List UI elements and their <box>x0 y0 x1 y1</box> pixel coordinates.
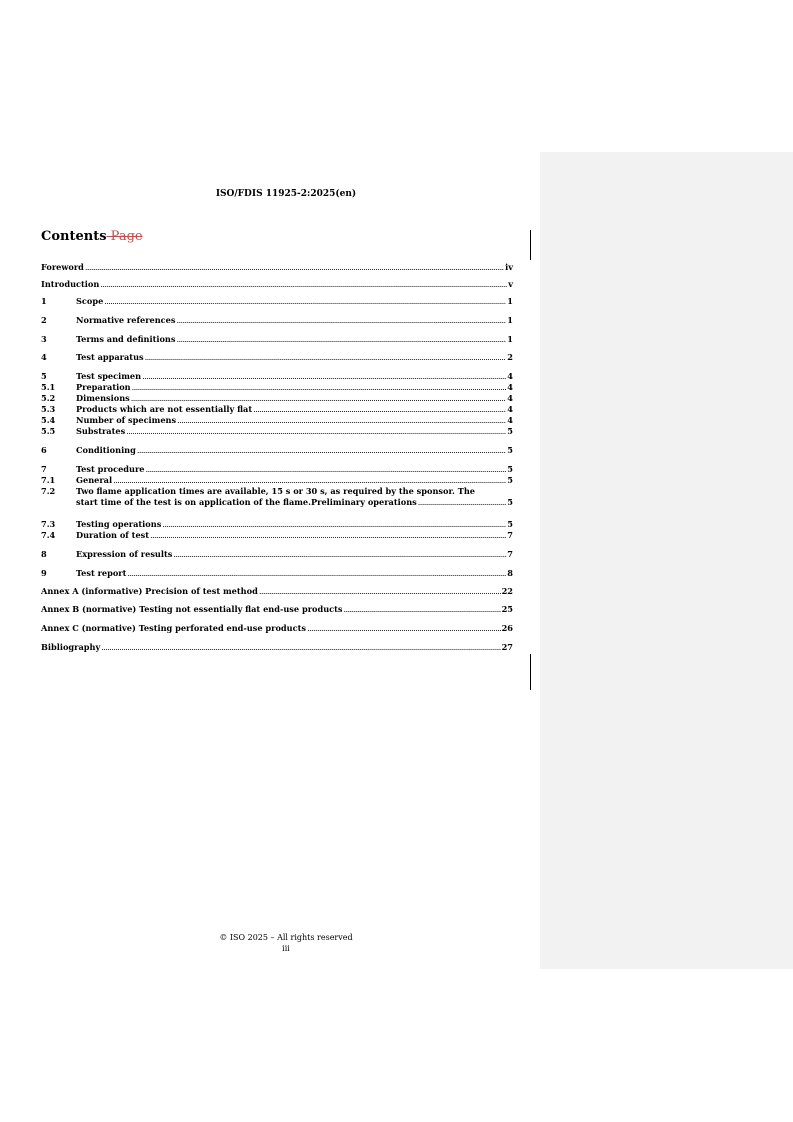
toc-page: 4 <box>507 415 513 425</box>
toc-page: 26 <box>501 623 513 633</box>
toc-page: 2 <box>507 352 513 362</box>
toc-page: 4 <box>507 393 513 403</box>
toc-page: 1 <box>507 315 513 325</box>
toc-page: 5 <box>507 426 513 436</box>
toc-entry-5-2[interactable] <box>41 393 513 404</box>
toc-entry-5-4[interactable] <box>41 415 513 426</box>
contents-label: Contents <box>41 229 107 244</box>
toc-entry-7-2[interactable] <box>41 486 513 508</box>
toc-title: General <box>76 475 113 485</box>
toc-title: Number of specimens <box>76 415 177 425</box>
toc-title: Products which are not essentially flat <box>76 404 253 414</box>
toc-page: 7 <box>507 549 513 559</box>
toc-page: 8 <box>507 568 513 578</box>
toc-entry-7-4[interactable] <box>41 530 513 541</box>
toc-number: 7.1 <box>41 475 56 485</box>
toc-number: 5.2 <box>41 393 56 403</box>
toc-entry-5-1[interactable] <box>41 382 513 393</box>
toc-page: 27 <box>501 642 513 652</box>
toc-number: 6 <box>41 445 47 455</box>
document-header: ISO/FDIS 11925-2:2025(en) <box>215 189 357 199</box>
toc-title: Test specimen <box>76 371 142 381</box>
toc-entry-foreword[interactable] <box>41 262 513 273</box>
toc-title: Normative references <box>76 315 176 325</box>
toc-title: Test apparatus <box>76 352 144 362</box>
toc-entry-annex-c[interactable] <box>41 623 513 634</box>
toc-page: 7 <box>507 530 513 540</box>
toc-page: iv <box>505 262 513 272</box>
toc-title: Dimensions <box>76 393 130 403</box>
change-bar-top <box>530 230 531 260</box>
toc-title: Annex B (normative) Testing not essentially flat end-use products <box>41 604 343 614</box>
toc-entry-5[interactable] <box>41 371 513 382</box>
toc-page: 5 <box>507 445 513 455</box>
toc-entry-bibliography[interactable] <box>41 642 513 653</box>
toc-number: 7.3 <box>41 519 56 529</box>
toc-entry-7-1[interactable] <box>41 475 513 486</box>
toc-entry-5-3[interactable] <box>41 404 513 415</box>
toc-entry-annex-a[interactable] <box>41 586 513 597</box>
toc-title: Annex A (informative) Precision of test method <box>41 586 258 596</box>
toc-title: Foreword <box>41 262 84 272</box>
toc-number: 7.4 <box>41 530 56 540</box>
toc-entry-6[interactable] <box>41 445 513 456</box>
toc-title-continued: start time of the test is on application of the flame.Preliminary operations <box>76 497 417 507</box>
contents-title <box>41 229 143 244</box>
page-number: iii <box>282 944 290 953</box>
toc-title: Duration of test <box>76 530 150 540</box>
toc-title: Expression of results <box>76 549 173 559</box>
toc-title: Test procedure <box>76 464 145 474</box>
toc-number: 5 <box>41 371 47 381</box>
toc-title: Two flame application times are available, 15 s or 30 s, as required by the sponsor. The <box>76 486 476 496</box>
toc-page: 22 <box>501 586 513 596</box>
toc-number: 9 <box>41 568 47 578</box>
toc-title: Introduction <box>41 279 100 289</box>
toc-title: Scope <box>76 296 104 306</box>
change-bar-bottom <box>530 654 531 690</box>
toc-page: 5 <box>507 475 513 485</box>
toc-page: 5 <box>507 497 513 507</box>
toc-entry-9[interactable] <box>41 568 513 579</box>
copyright-notice: © ISO 2025 – All rights reserved <box>219 933 353 942</box>
toc-title: Preparation <box>76 382 131 392</box>
toc-title: Test report <box>76 568 127 578</box>
toc-title: Substrates <box>76 426 126 436</box>
toc-title: Annex C (normative) Testing perforated end-use products <box>41 623 306 633</box>
toc-entry-3[interactable] <box>41 334 513 345</box>
toc-number: 5.4 <box>41 415 56 425</box>
toc-title: Terms and definitions <box>76 334 176 344</box>
toc-page: 4 <box>507 371 513 381</box>
toc-entry-5-5[interactable] <box>41 426 513 437</box>
toc-number: 2 <box>41 315 47 325</box>
deleted-page-label: Page <box>106 229 143 244</box>
toc-page: v <box>508 279 513 289</box>
toc-number: 8 <box>41 549 47 559</box>
toc-number: 5.3 <box>41 404 56 414</box>
toc-title: Bibliography <box>41 642 101 652</box>
toc-entry-1[interactable] <box>41 296 513 307</box>
toc-entry-introduction[interactable] <box>41 279 513 290</box>
toc-page: 4 <box>507 404 513 414</box>
toc-title: Conditioning <box>76 445 136 455</box>
toc-entry-8[interactable] <box>41 549 513 560</box>
toc-number: 5.1 <box>41 382 56 392</box>
toc-number: 4 <box>41 352 47 362</box>
toc-page: 1 <box>507 296 513 306</box>
toc-entry-4[interactable] <box>41 352 513 363</box>
toc-number: 1 <box>41 296 47 306</box>
comment-pane <box>540 152 793 969</box>
toc-number: 7.2 <box>41 486 56 496</box>
toc-number: 7 <box>41 464 47 474</box>
toc-number: 5.5 <box>41 426 56 436</box>
toc-entry-annex-b[interactable] <box>41 604 513 615</box>
toc-page: 5 <box>507 464 513 474</box>
toc-number: 3 <box>41 334 47 344</box>
toc-page: 5 <box>507 519 513 529</box>
toc-page: 1 <box>507 334 513 344</box>
toc-page: 25 <box>501 604 513 614</box>
toc-entry-7-3[interactable] <box>41 519 513 530</box>
toc-title: Testing operations <box>76 519 162 529</box>
toc-entry-7[interactable] <box>41 464 513 475</box>
toc-entry-2[interactable] <box>41 315 513 326</box>
toc-page: 4 <box>507 382 513 392</box>
page-footer <box>0 932 572 954</box>
